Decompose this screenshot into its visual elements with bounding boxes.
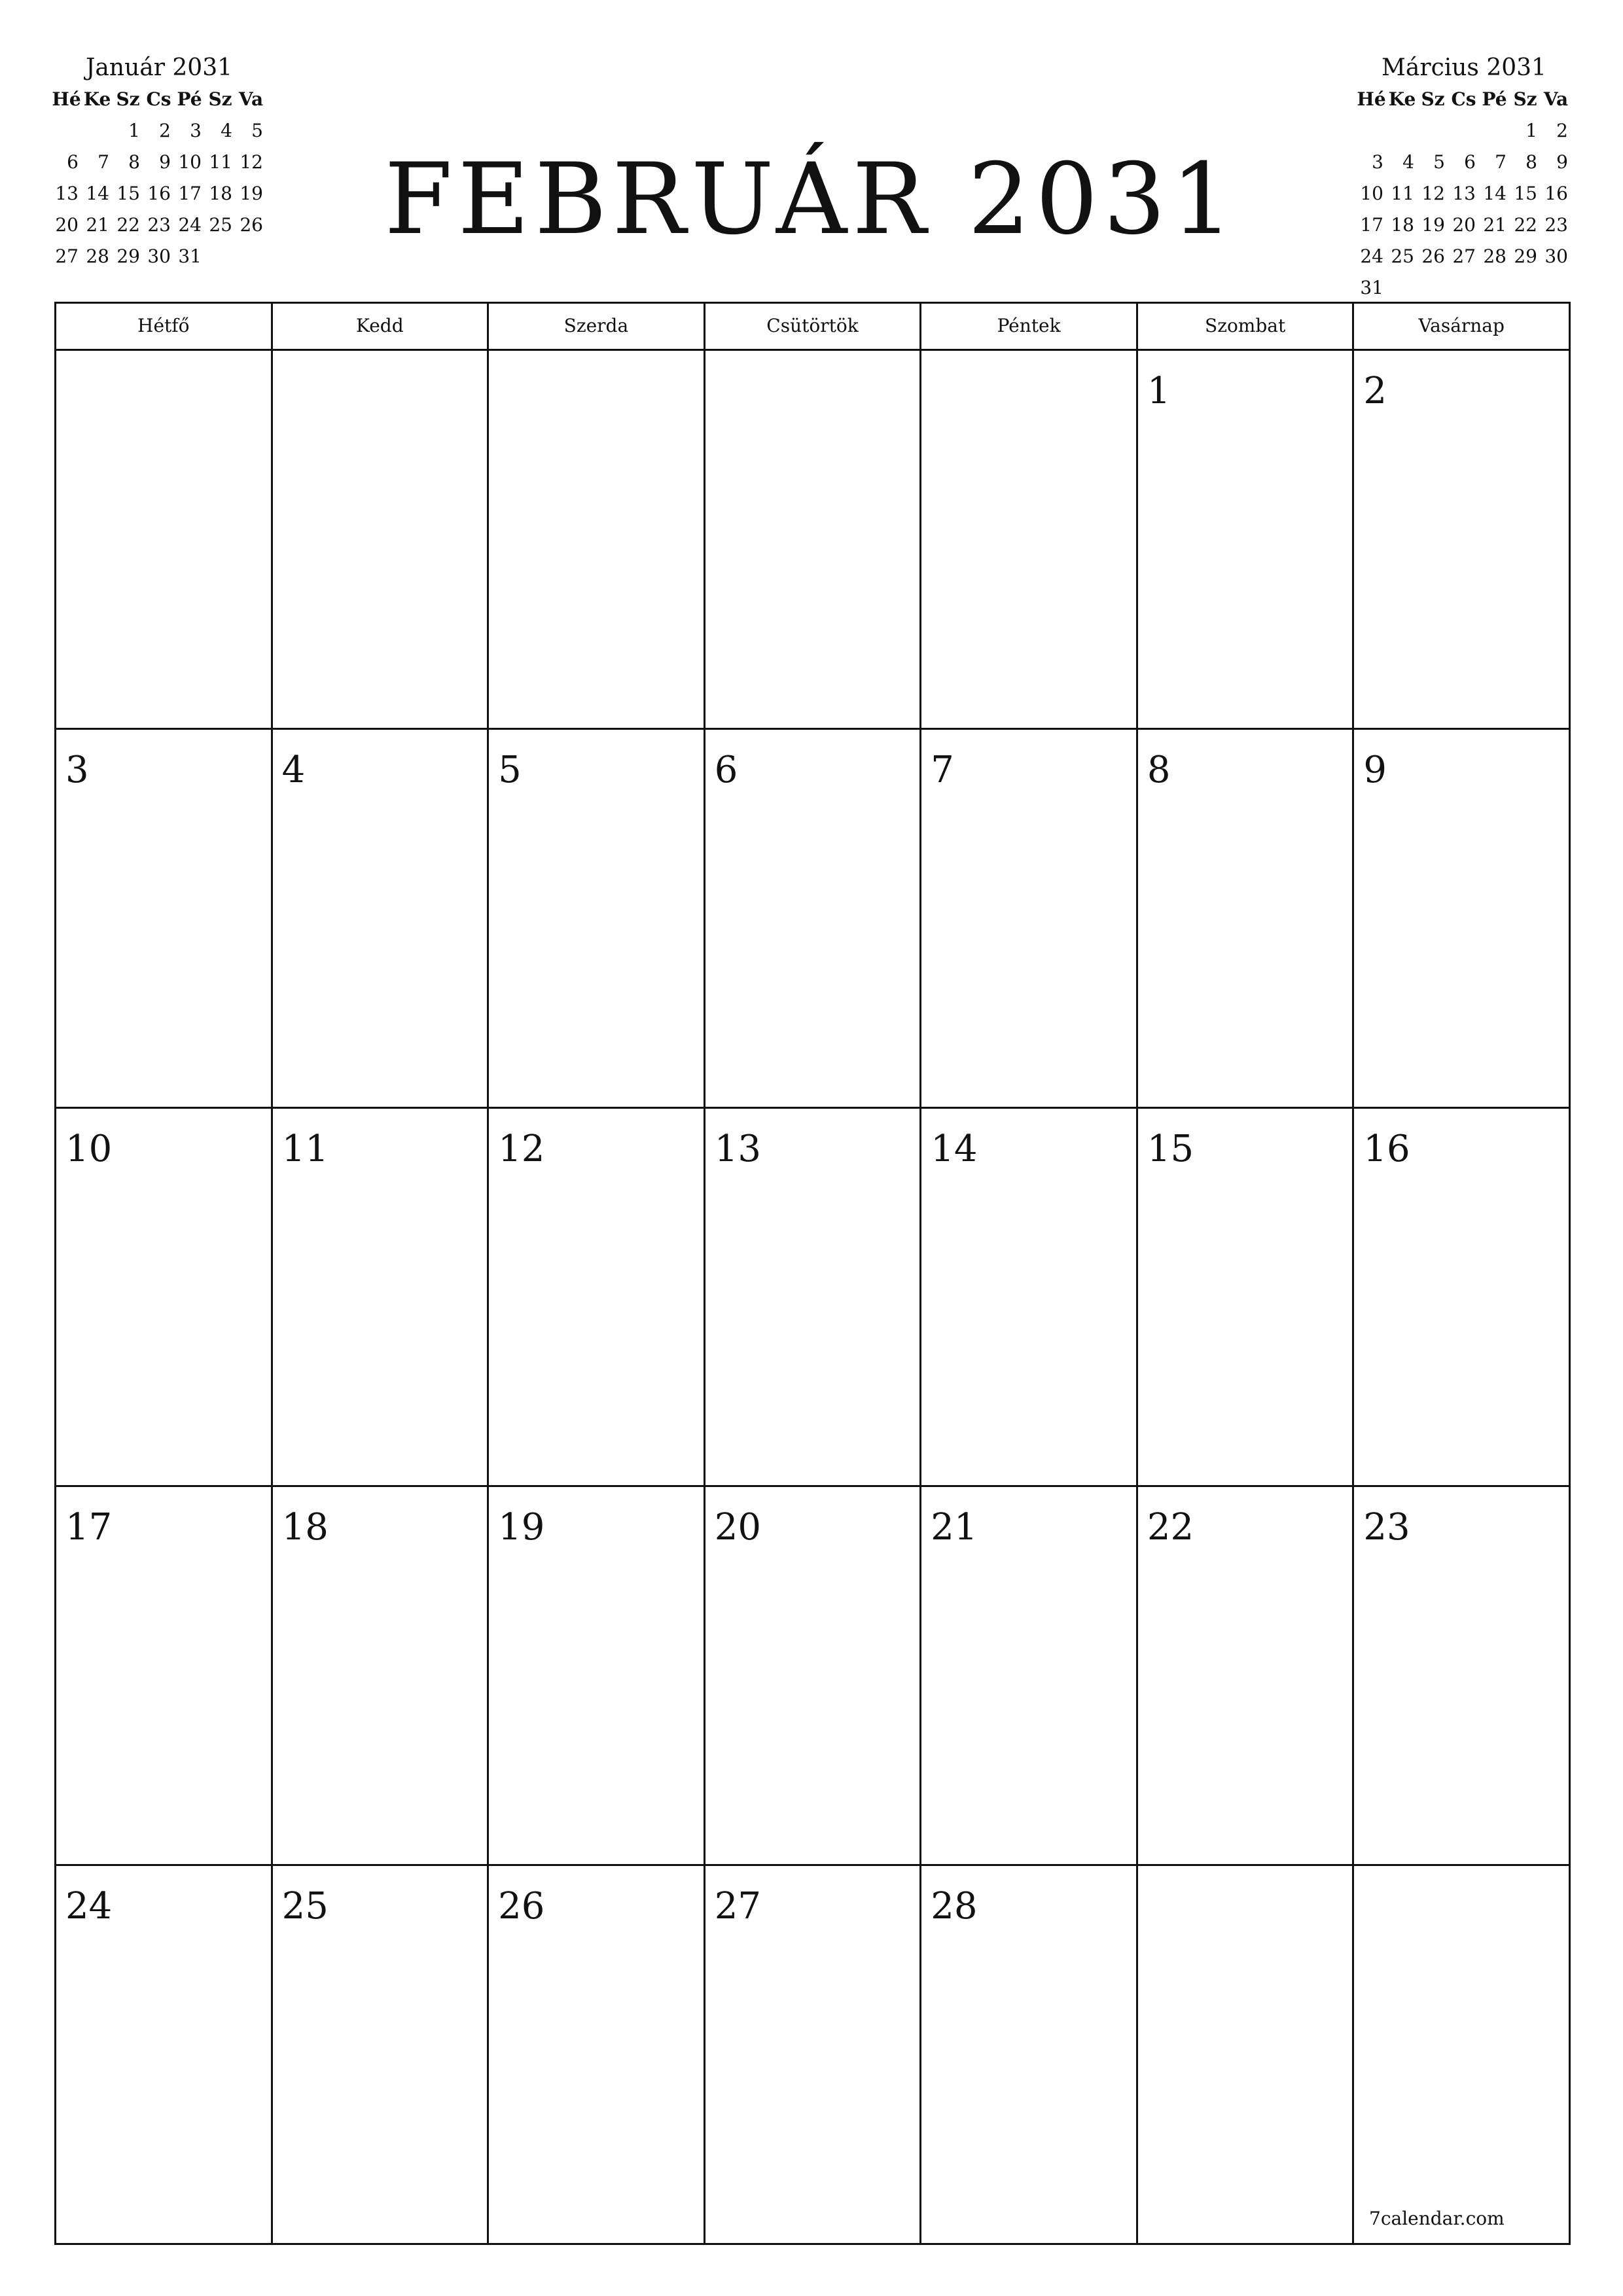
day-number: 22 <box>1147 1506 1194 1549</box>
mini-calendar-next-grid <box>1356 84 1572 304</box>
mini-prev-day: 13 <box>55 183 79 204</box>
mini-next-day: 20 <box>1452 214 1476 236</box>
day-number: 25 <box>281 1885 329 1928</box>
day-cell[interactable] <box>489 730 705 1109</box>
mini-next-weekday-header: Sz <box>1421 88 1445 110</box>
mini-prev-day: 17 <box>178 183 202 204</box>
mini-next-day: 2 <box>1556 120 1568 141</box>
mini-next-weekday-header: Cs <box>1451 88 1476 110</box>
mini-prev-day: 28 <box>86 245 109 267</box>
day-cell[interactable] <box>56 351 273 730</box>
mini-prev-day: 21 <box>86 214 109 236</box>
mini-prev-day: 3 <box>190 120 202 141</box>
mini-prev-day: 5 <box>251 120 263 141</box>
mini-next-day: 28 <box>1483 245 1507 267</box>
day-number: 1 <box>1147 370 1171 412</box>
mini-next-day <box>1418 272 1448 304</box>
mini-next-day: 11 <box>1391 183 1414 204</box>
day-cell[interactable] <box>705 1866 922 2245</box>
day-number: 14 <box>931 1127 978 1170</box>
mini-next-day <box>1356 115 1387 147</box>
mini-calendar-prev-title: Január 2031 <box>86 54 232 81</box>
mini-prev-day: 11 <box>209 151 232 173</box>
mini-next-day: 19 <box>1421 214 1445 236</box>
mini-next-day: 8 <box>1525 151 1537 173</box>
mini-next-weekday-header: Ke <box>1388 88 1416 110</box>
mini-prev-day: 26 <box>240 214 263 236</box>
day-cell[interactable] <box>921 351 1138 730</box>
mini-next-day: 29 <box>1514 245 1537 267</box>
day-cell[interactable] <box>921 1866 1138 2245</box>
day-number: 19 <box>498 1506 545 1549</box>
mini-next-day: 9 <box>1556 151 1568 173</box>
day-cell[interactable] <box>56 1487 273 1866</box>
mini-next-day: 26 <box>1421 245 1445 267</box>
day-cell[interactable] <box>1354 1487 1571 1866</box>
mini-prev-day: 16 <box>147 183 171 204</box>
day-cell[interactable] <box>273 730 490 1109</box>
day-cell[interactable] <box>273 1109 490 1488</box>
mini-prev-day: 7 <box>98 151 109 173</box>
mini-prev-weekday-header: Va <box>238 88 264 110</box>
month-grid <box>54 302 1571 2245</box>
day-cell[interactable] <box>705 730 922 1109</box>
day-number: 2 <box>1363 370 1387 412</box>
day-number: 3 <box>65 748 89 791</box>
mini-prev-day: 6 <box>67 151 79 173</box>
day-cell[interactable] <box>489 1866 705 2245</box>
weekday-header: Péntek <box>921 304 1138 351</box>
day-cell[interactable] <box>56 1866 273 2245</box>
day-cell[interactable] <box>489 1487 705 1866</box>
mini-prev-day: 18 <box>209 183 232 204</box>
mini-next-day <box>1510 272 1541 304</box>
mini-next-weekday-header: Va <box>1543 88 1569 110</box>
day-number: 26 <box>498 1885 545 1928</box>
mini-next-day: 13 <box>1452 183 1476 204</box>
day-number: 4 <box>281 748 306 791</box>
mini-next-day: 4 <box>1402 151 1414 173</box>
day-cell[interactable] <box>921 730 1138 1109</box>
mini-prev-day: 20 <box>55 214 79 236</box>
mini-prev-day: 30 <box>147 245 171 267</box>
day-number: 8 <box>1147 748 1171 791</box>
mini-next-day: 14 <box>1483 183 1507 204</box>
mini-next-day: 7 <box>1495 151 1507 173</box>
day-number: 21 <box>931 1506 978 1549</box>
mini-prev-day: 2 <box>159 120 171 141</box>
mini-next-day: 22 <box>1514 214 1537 236</box>
day-number: 28 <box>931 1885 978 1928</box>
day-cell[interactable] <box>273 351 490 730</box>
weekday-header: Vasárnap <box>1354 304 1571 351</box>
mini-calendar-next-title: Március 2031 <box>1382 54 1546 81</box>
day-number: 27 <box>714 1885 761 1928</box>
day-cell[interactable] <box>1138 351 1355 730</box>
day-number: 24 <box>65 1885 113 1928</box>
day-number: 12 <box>498 1127 545 1170</box>
mini-next-day: 30 <box>1544 245 1568 267</box>
day-cell[interactable] <box>1354 351 1571 730</box>
day-cell[interactable] <box>1354 730 1571 1109</box>
day-number: 18 <box>281 1506 329 1549</box>
mini-next-weekday-header: Sz <box>1513 88 1537 110</box>
brand-footer: 7calendar.com <box>1369 2208 1505 2229</box>
day-cell[interactable] <box>56 1109 273 1488</box>
mini-prev-day: 15 <box>116 183 140 204</box>
mini-next-day: 16 <box>1544 183 1568 204</box>
mini-next-day: 15 <box>1514 183 1537 204</box>
mini-prev-day: 14 <box>86 183 109 204</box>
mini-prev-day: 1 <box>128 120 140 141</box>
day-number: 5 <box>498 748 522 791</box>
mini-next-day <box>1387 115 1418 147</box>
mini-calendar-next <box>1356 52 1572 304</box>
day-number: 6 <box>714 748 738 791</box>
mini-prev-day: 4 <box>221 120 232 141</box>
weekday-header: Kedd <box>273 304 490 351</box>
day-cell[interactable] <box>489 1109 705 1488</box>
mini-next-day: 1 <box>1525 120 1537 141</box>
day-number: 20 <box>714 1506 761 1549</box>
mini-prev-day: 19 <box>240 183 263 204</box>
mini-next-day: 24 <box>1360 245 1383 267</box>
mini-next-day: 31 <box>1360 277 1383 298</box>
day-cell[interactable] <box>273 1866 490 2245</box>
mini-next-day <box>1479 115 1510 147</box>
mini-next-day <box>1387 272 1418 304</box>
mini-next-day <box>1418 115 1448 147</box>
mini-next-day <box>1541 272 1571 304</box>
mini-next-day: 25 <box>1391 245 1414 267</box>
mini-prev-day: 10 <box>178 151 202 173</box>
mini-prev-weekday-header: Cs <box>146 88 171 110</box>
day-cell[interactable] <box>1354 1109 1571 1488</box>
mini-next-weekday-header: Hé <box>1357 88 1386 110</box>
mini-next-day: 10 <box>1360 183 1383 204</box>
mini-prev-day: 22 <box>116 214 140 236</box>
mini-prev-day: 25 <box>209 214 232 236</box>
mini-next-day: 12 <box>1421 183 1445 204</box>
day-cell[interactable] <box>273 1487 490 1866</box>
weekday-header: Szombat <box>1138 304 1355 351</box>
day-number: 23 <box>1363 1506 1410 1549</box>
day-number: 10 <box>65 1127 113 1170</box>
day-number: 13 <box>714 1127 761 1170</box>
day-cell[interactable] <box>56 730 273 1109</box>
day-cell[interactable] <box>921 1487 1138 1866</box>
day-cell[interactable] <box>705 1487 922 1866</box>
day-number: 15 <box>1147 1127 1194 1170</box>
mini-next-day: 27 <box>1452 245 1476 267</box>
day-cell[interactable] <box>1354 1866 1571 2245</box>
weekday-header: Hétfő <box>56 304 273 351</box>
mini-prev-weekday-header: Ke <box>83 88 111 110</box>
weekday-header: Csütörtök <box>705 304 922 351</box>
page-title: FEBRUÁR 2031 <box>384 143 1239 257</box>
mini-prev-day: 12 <box>240 151 263 173</box>
mini-prev-day: 23 <box>147 214 171 236</box>
mini-next-day <box>1448 272 1479 304</box>
mini-prev-day: 9 <box>159 151 171 173</box>
mini-next-weekday-header: Pé <box>1482 88 1507 110</box>
mini-prev-weekday-header: Sz <box>208 88 232 110</box>
day-cell[interactable] <box>1138 1866 1355 2245</box>
mini-prev-day: 29 <box>116 245 140 267</box>
mini-next-day: 6 <box>1464 151 1476 173</box>
mini-prev-day: 31 <box>178 245 202 267</box>
day-number: 17 <box>65 1506 113 1549</box>
mini-prev-day: 8 <box>128 151 140 173</box>
mini-next-day <box>1448 115 1479 147</box>
mini-prev-weekday-header: Hé <box>52 88 81 110</box>
day-cell[interactable] <box>705 351 922 730</box>
day-cell[interactable] <box>1138 1109 1355 1488</box>
mini-prev-weekday-header: Pé <box>177 88 202 110</box>
mini-next-day: 5 <box>1433 151 1445 173</box>
day-cell[interactable] <box>1138 730 1355 1109</box>
mini-prev-day: 27 <box>55 245 79 267</box>
mini-next-day <box>1479 272 1510 304</box>
day-number: 16 <box>1363 1127 1410 1170</box>
day-cell[interactable] <box>1138 1487 1355 1866</box>
mini-next-day: 18 <box>1391 214 1414 236</box>
weekday-header: Szerda <box>489 304 705 351</box>
mini-next-day: 17 <box>1360 214 1383 236</box>
day-cell[interactable] <box>489 351 705 730</box>
day-cell[interactable] <box>705 1109 922 1488</box>
mini-next-day: 21 <box>1483 214 1507 236</box>
mini-next-day: 23 <box>1544 214 1568 236</box>
day-cell[interactable] <box>921 1109 1138 1488</box>
mini-next-day: 3 <box>1372 151 1383 173</box>
day-number: 7 <box>931 748 954 791</box>
mini-prev-weekday-header: Sz <box>116 88 140 110</box>
day-number: 11 <box>281 1127 329 1170</box>
mini-prev-day: 24 <box>178 214 202 236</box>
day-number: 9 <box>1363 748 1387 791</box>
